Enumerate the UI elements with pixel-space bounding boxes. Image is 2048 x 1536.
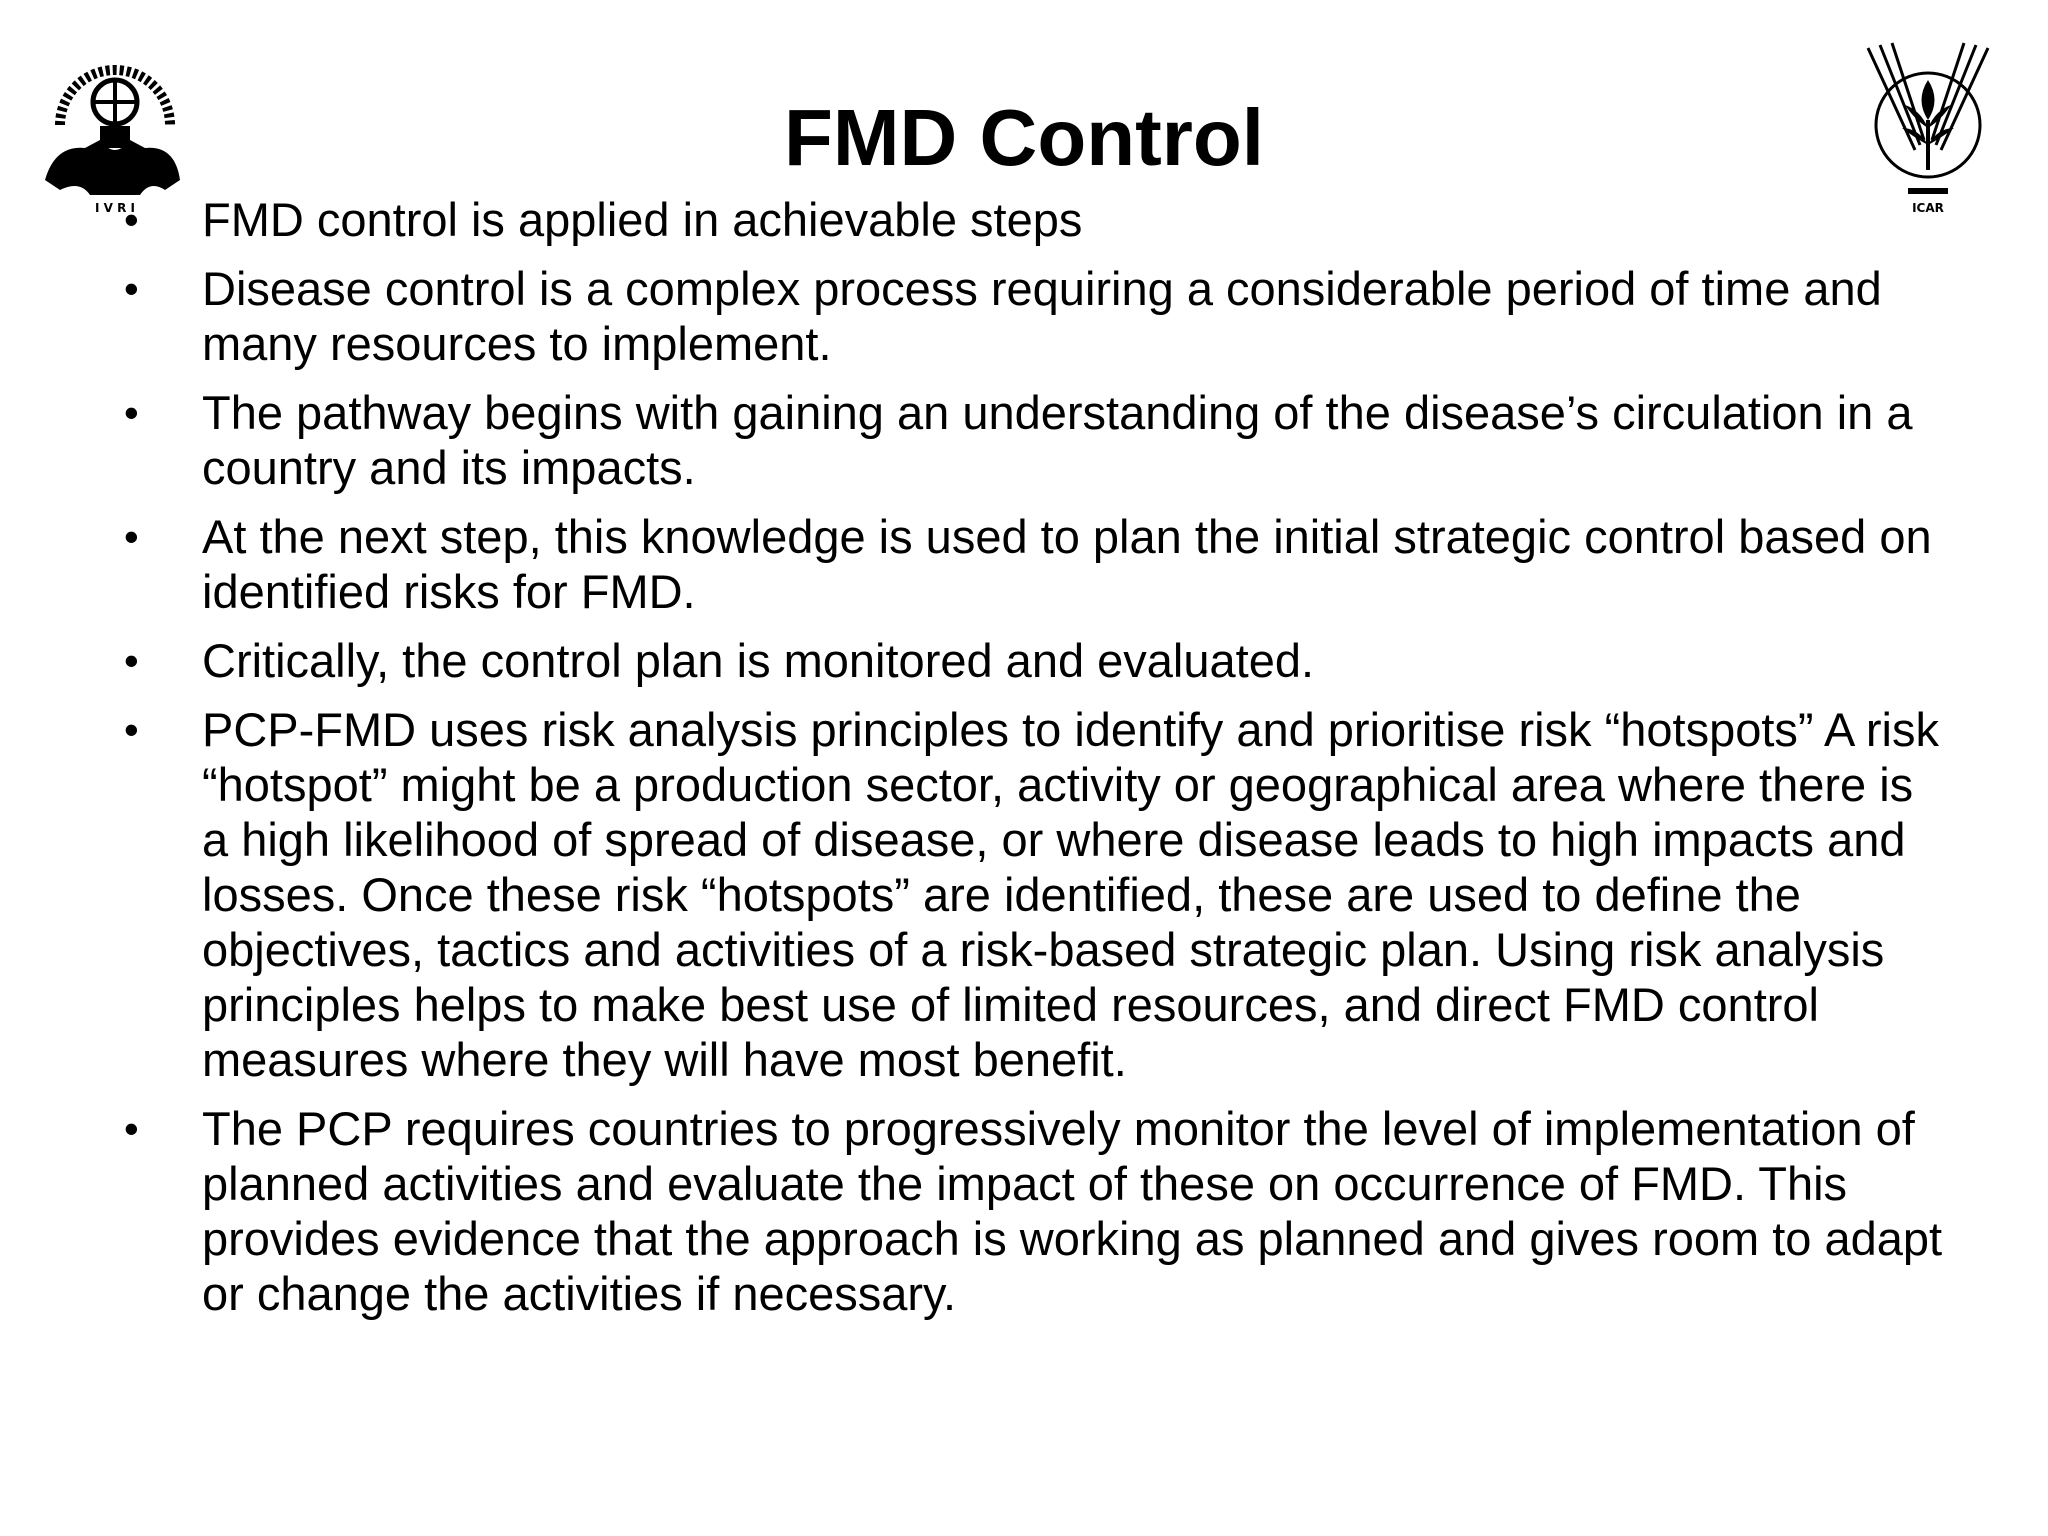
bullet-text: The pathway begins with gaining an understanding of the disease’s circulation in a country and its impacts. <box>202 386 1913 494</box>
bullet-item <box>110 192 1950 247</box>
bullet-point-icon: • <box>124 706 139 753</box>
icar-logo-caption: ICAR <box>1912 201 1944 215</box>
bullet-item <box>110 702 1950 1087</box>
bullet-point-icon: • <box>124 196 139 243</box>
bullet-point-icon: • <box>124 513 139 560</box>
bullet-point-icon: • <box>124 1105 139 1152</box>
bullet-item <box>110 1101 1950 1321</box>
bullet-point-icon: • <box>124 265 139 312</box>
ivri-logo-caption: I V R I <box>95 201 135 215</box>
bullet-item <box>110 385 1950 495</box>
bullet-point-icon: • <box>124 389 139 436</box>
bullet-list <box>110 192 1950 1335</box>
bullet-text: Critically, the control plan is monitored and evaluated. <box>202 634 1315 687</box>
bullet-text: PCP-FMD uses risk analysis principles to identify and prioritise risk “hotspots” A risk “hotspot” might be a production sector, activity or geographical area where there is a high likelihood of spread of disease, or where disease leads to high impacts and losses. Once these risk “hotspots” are identified, these are used to define the objectives, tactics and activities of a risk-based strategic plan. Using risk analysis principles helps to make best use of limited resources, and direct FMD control measures where they will have most benefit. <box>202 703 1939 1086</box>
bullet-point-icon: • <box>124 637 139 684</box>
bullet-text: FMD control is applied in achievable steps <box>202 193 1083 246</box>
bullet-text: The PCP requires countries to progressively monitor the level of implementation of planned activities and evaluate the impact of these on occurrence of FMD. This provides evidence that the approach is working as planned and gives room to adapt or change the activities if necessary. <box>202 1102 1943 1320</box>
bullet-item <box>110 509 1950 619</box>
bullet-text: At the next step, this knowledge is used to plan the initial strategic control based on identified risks for FMD. <box>202 510 1932 618</box>
bullet-item <box>110 633 1950 688</box>
bullet-item <box>110 261 1950 371</box>
slide-title: FMD Control <box>784 93 1264 182</box>
bullet-text: Disease control is a complex process requiring a considerable period of time and many resources to implement. <box>202 262 1882 370</box>
